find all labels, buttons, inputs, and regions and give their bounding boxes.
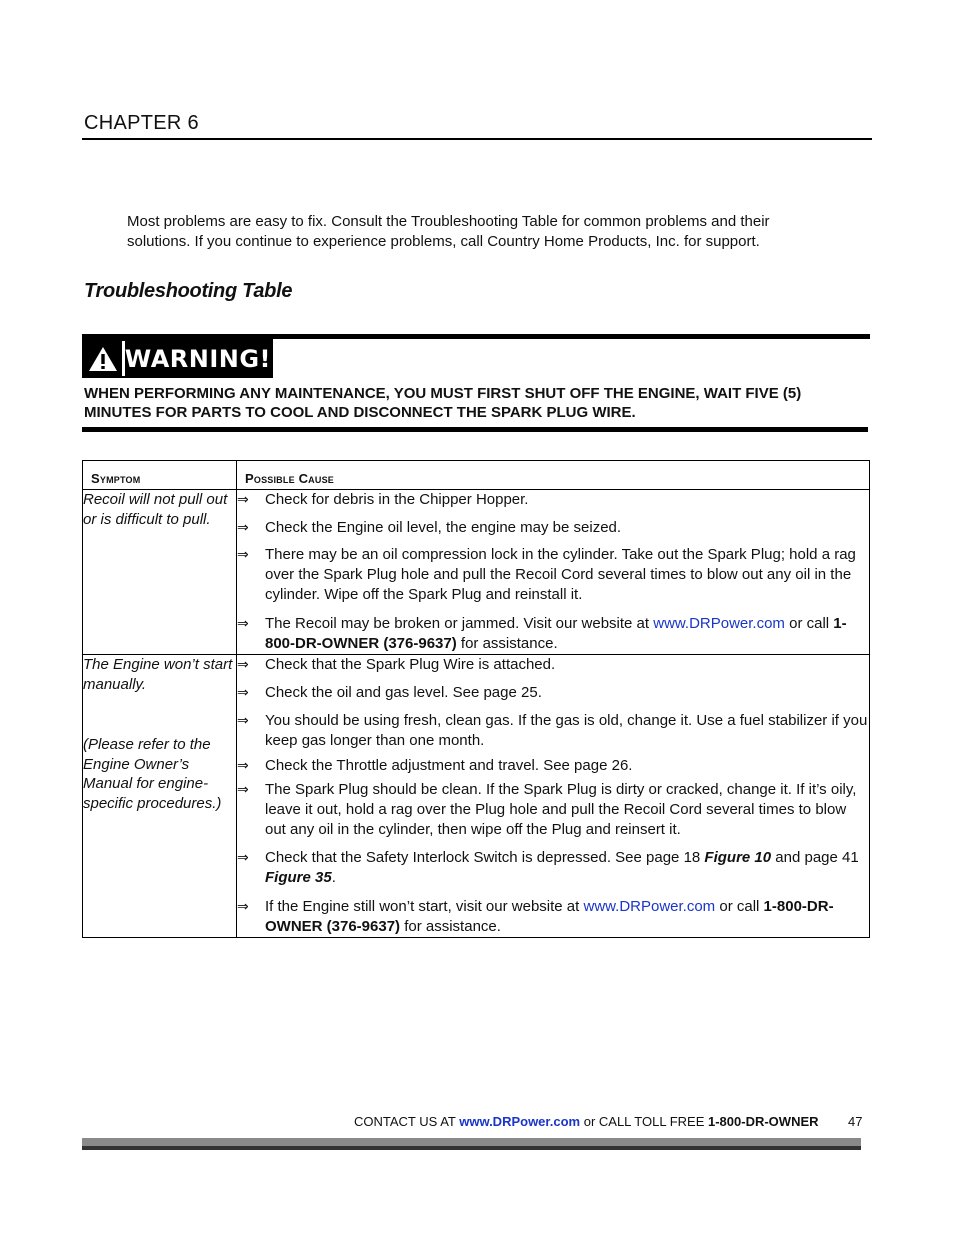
cause-item: ⇒ The Recoil may be broken or jammed. Visit our website at www.DRPower.com or call 1-800-DR-OWNER (376-9637) for assistance.: [237, 615, 847, 652]
cause-item: ⇒ The Spark Plug should be clean. If the Spark Plug is dirty or cracked, change it. If it’s oily, leave it out, hold a rag over the Plug hole and pull the Recoil Cord several times to blow out any oil in the cylinder, then wipe off the Plug and reinsert it.: [237, 781, 857, 838]
website-link[interactable]: www.DRPower.com: [583, 898, 716, 915]
arrow-icon: ⇒: [237, 758, 249, 774]
cause-item: ⇒ Check for debris in the Chipper Hopper.: [237, 491, 529, 508]
figure-reference: Figure 10: [704, 849, 772, 866]
warning-text: WHEN PERFORMING ANY MAINTENANCE, YOU MUST FIRST SHUT OFF THE ENGINE, WAIT FIVE (5) MINUTES FOR PARTS TO COOL AND DISCONNECT THE SPARK PLUG WIRE.: [84, 385, 802, 421]
cause-item: ⇒ You should be using fresh, clean gas. If the gas is old, change it. Use a fuel stabilizer if you keep gas longer than one month.: [237, 712, 868, 749]
footer-bar: [82, 1138, 861, 1150]
arrow-icon: ⇒: [237, 899, 249, 915]
warning-bottom-rule: [82, 427, 868, 432]
phone-number: 1-800-DR-OWNER (376-9637): [265, 615, 847, 652]
arrow-icon: ⇒: [237, 685, 249, 701]
cause-item: ⇒ Check that the Spark Plug Wire is attached.: [237, 656, 556, 673]
cause-item: ⇒ There may be an oil compression lock in the cylinder. Take out the Spark Plug; hold a rag over the Spark Plug hole and pull the Recoil Cord several times to blow out any oil in the cylinder. Wipe off the Spark Plug and reinstall it.: [237, 546, 856, 603]
section-title: Troubleshooting Table: [84, 280, 293, 302]
page-number: 47: [848, 1114, 863, 1129]
arrow-icon: ⇒: [237, 547, 249, 563]
arrow-icon: ⇒: [237, 850, 249, 866]
website-link[interactable]: www.DRPower.com: [653, 615, 785, 632]
figure-reference: Figure 35: [265, 869, 332, 886]
arrow-icon: ⇒: [237, 616, 249, 632]
intro-paragraph: Most problems are easy to fix. Consult the Troubleshooting Table for common problems and their solutions. If you continue to experience problems, call Country Home Products, Inc. for support.: [127, 213, 770, 250]
arrow-icon: ⇒: [237, 657, 249, 673]
cause-cell: [237, 655, 870, 938]
arrow-icon: ⇒: [237, 492, 249, 508]
arrow-icon: ⇒: [237, 782, 249, 798]
cause-item: ⇒ If the Engine still won’t start, visit our website at www.DRPower.com or call 1-800-DR-OWNER (376-9637) for assistance.: [237, 898, 834, 935]
arrow-icon: ⇒: [237, 713, 249, 729]
footer-contact: CONTACT US AT www.DRPower.com or CALL TOLL FREE 1-800-DR-OWNER: [354, 1114, 819, 1129]
arrow-icon: ⇒: [237, 520, 249, 536]
symptom-text: Recoil will not pull out or is difficult to pull.: [83, 491, 228, 528]
cause-cell: [237, 490, 870, 655]
symptom-text: The Engine won’t start manually.: [83, 656, 233, 693]
warning-badge: [82, 339, 273, 378]
symptom-note: (Please refer to the Engine Owner’s Manual for engine-specific procedures.): [83, 736, 222, 812]
cause-item: ⇒ Check that the Safety Interlock Switch is depressed. See page 18 Figure 10 and page 41 Figure 35.: [237, 849, 859, 886]
symptom-cell: [83, 490, 237, 655]
table-header-row: [83, 461, 870, 490]
header-symptom: Symptom: [83, 461, 237, 490]
header-possible-cause: Possible Cause: [237, 461, 870, 490]
symptom-cell: [83, 655, 237, 938]
warning-triangle-icon: [84, 341, 122, 376]
cause-item: ⇒ Check the Throttle adjustment and travel. See page 26.: [237, 757, 633, 774]
troubleshooting-table: [82, 460, 870, 938]
table-row: [83, 655, 870, 938]
chapter-rule: [82, 138, 872, 140]
cause-item: ⇒ Check the oil and gas level. See page 25.: [237, 684, 542, 701]
warning-label: WARNING!: [125, 341, 271, 376]
table-row: [83, 490, 870, 655]
cause-item: ⇒ Check the Engine oil level, the engine may be seized.: [237, 519, 622, 536]
phone-number: 1-800-DR-OWNER (376-9637): [265, 898, 834, 935]
chapter-heading: CHAPTER 6: [84, 112, 199, 134]
footer-phone: 1-800-DR-OWNER: [708, 1114, 819, 1129]
footer-website-link[interactable]: www.DRPower.com: [459, 1114, 581, 1129]
